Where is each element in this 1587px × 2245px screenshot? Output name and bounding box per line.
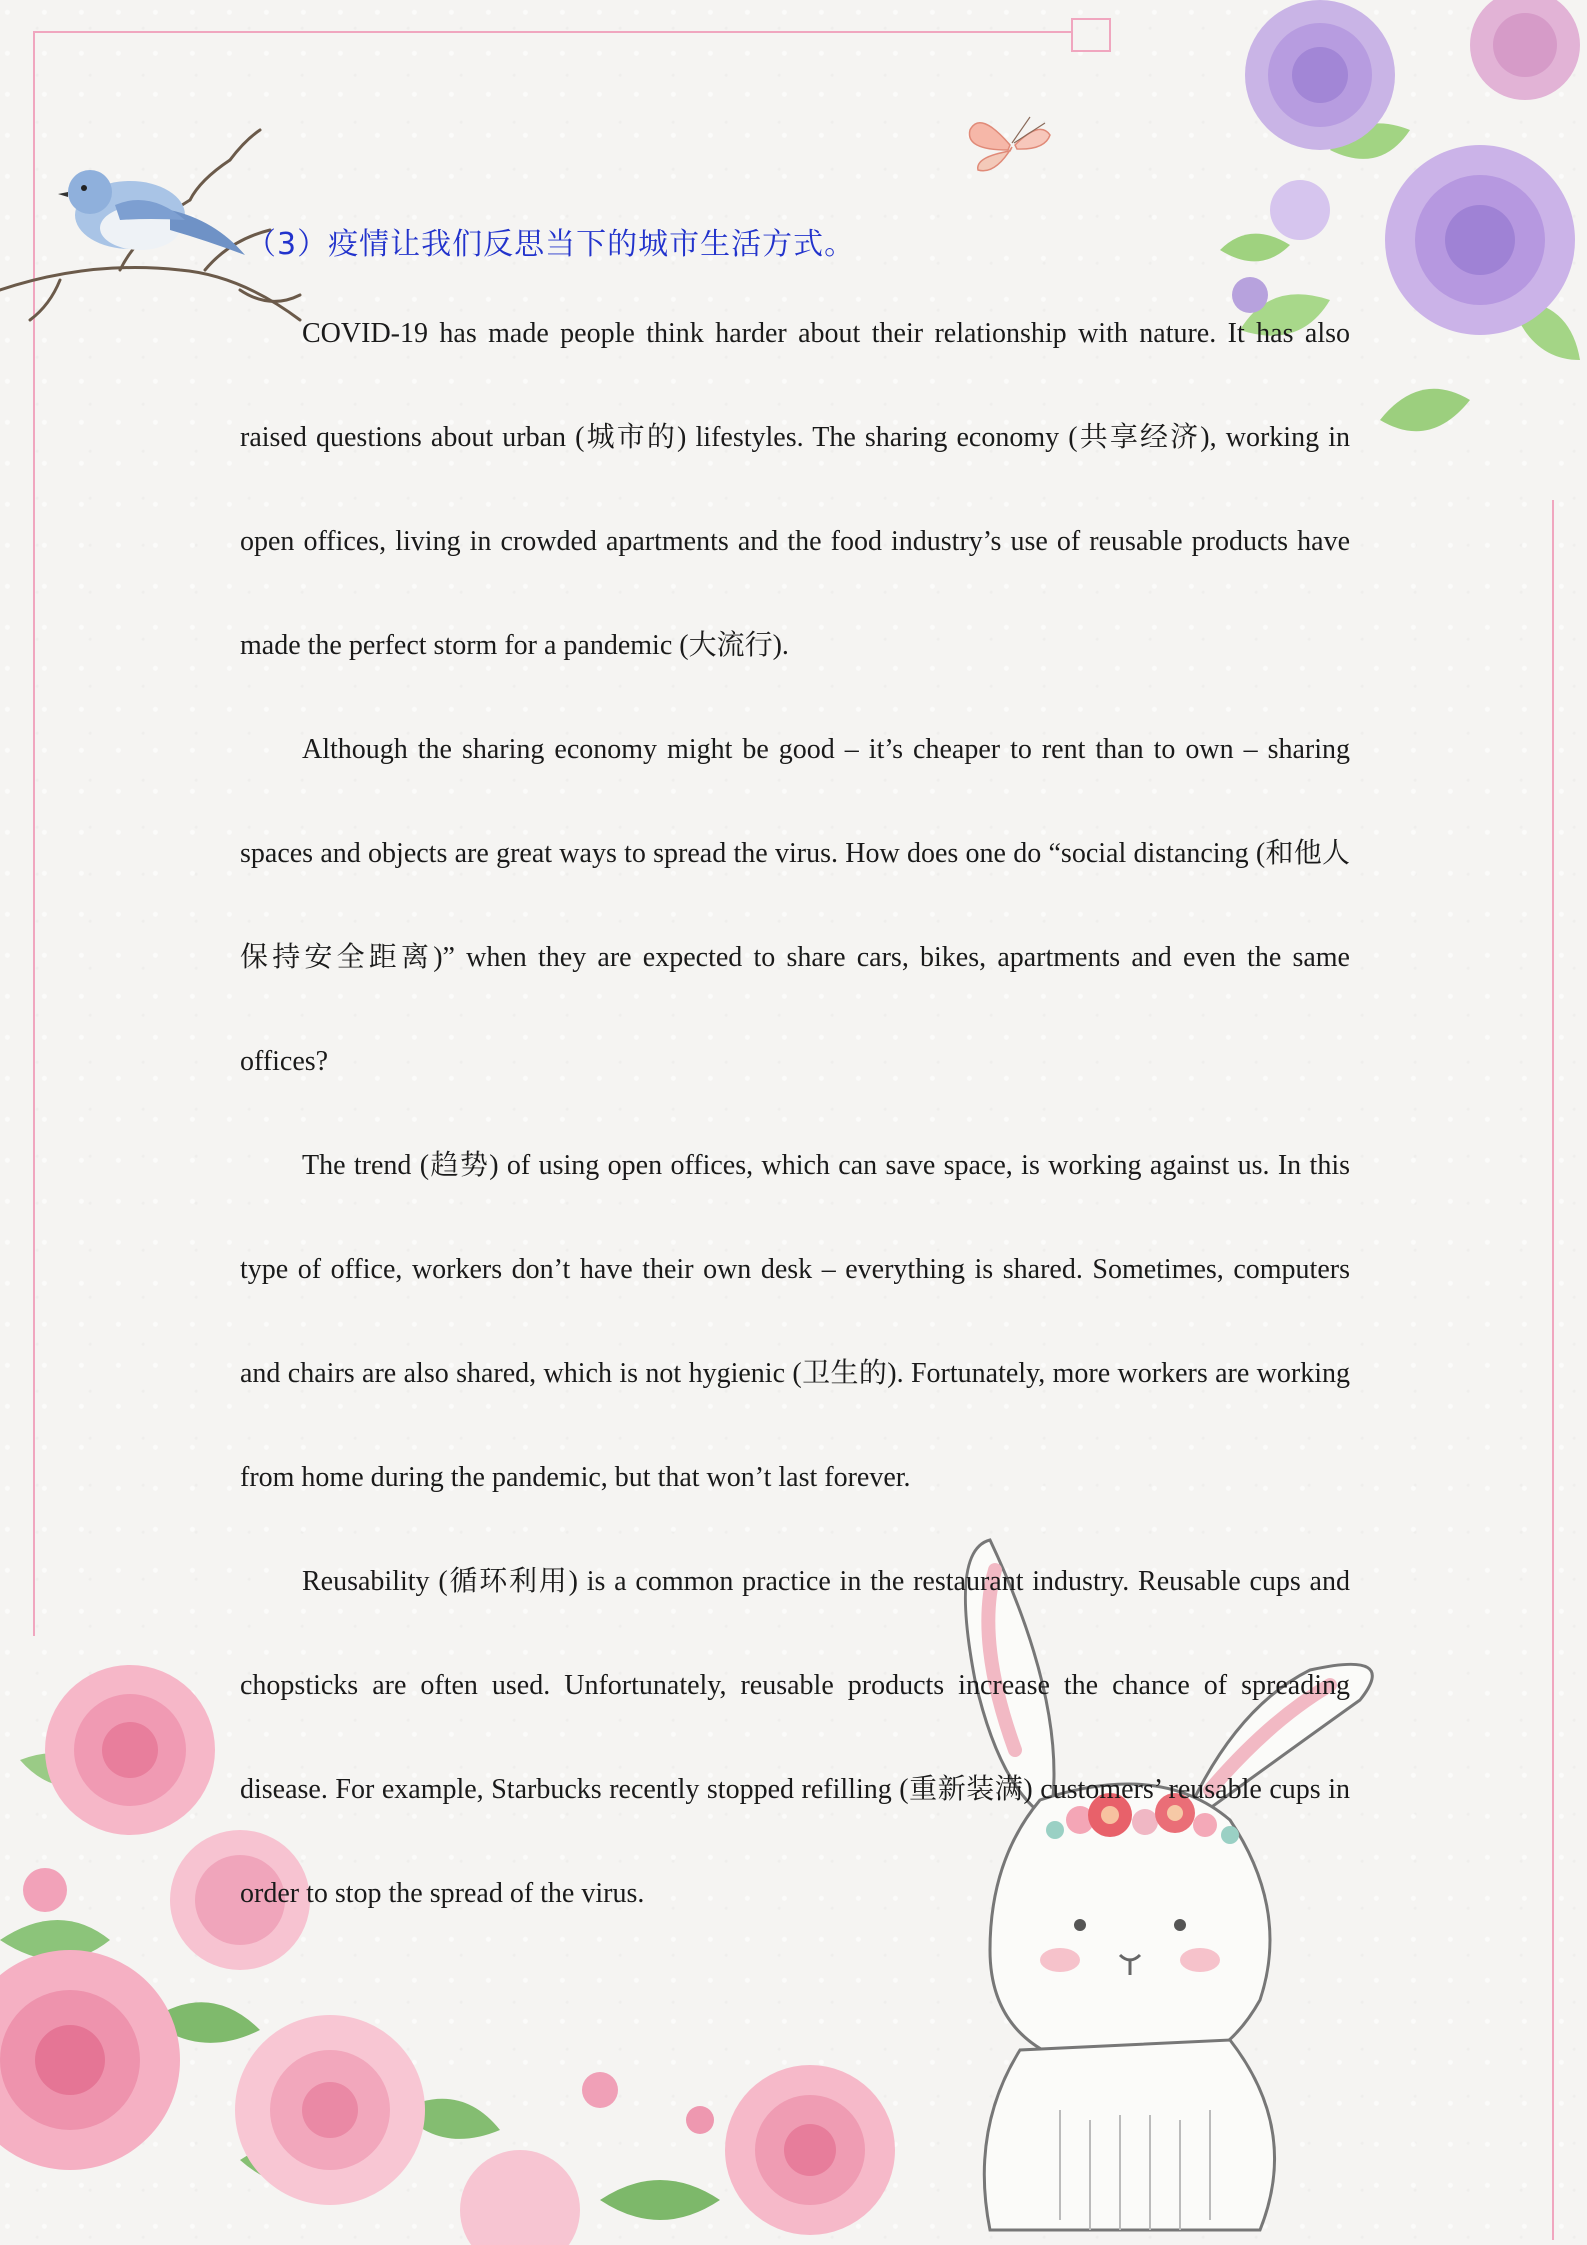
paragraph-1: COVID-19 has made people think harder about their relationship with nature. It has also raised questions about urban (城市的) lifestyles. The sharing economy (共享经济), working in open offices, living in crowded apartments and the food industry’s use of reusable products have made the perfect storm for a pandemic (大流行). <box>240 318 1350 661</box>
paragraph-4: Reusability (循环利用) is a common practice in the restaurant industry. Reusable cups and chopsticks are often used. Unfortunately, reusable products increase the chance of spreading disease. For example, Starbucks recently stopped refilling (重新装满) customers’ reusable cups in order to stop the spread of the virus. <box>240 1566 1350 1909</box>
frame-corner-box <box>1071 18 1111 52</box>
document-content <box>240 210 1350 1946</box>
paragraph-3: The trend (趋势) of using open offices, which can save space, is working against us. In this type of office, workers don’t have their own desk – everything is shared. Sometimes, computers and chairs are also shared, which is not hygienic (卫生的). Fortunately, more workers are working from home during the pandemic, but that won’t last forever. <box>240 1150 1350 1493</box>
frame-right-line <box>1552 500 1554 2240</box>
butterfly-illustration <box>960 105 1070 185</box>
section-heading: （3）疫情让我们反思当下的城市生活方式。 <box>246 227 856 262</box>
frame-top-line <box>35 31 1071 33</box>
paragraph-2: Although the sharing economy might be good – it’s cheaper to rent than to own – sharing spaces and objects are great ways to spread the virus. How does one do “social distancing (和他人保持安全距离)” when they are expected to share cars, bikes, apartments and even the same offices? <box>240 734 1350 1077</box>
